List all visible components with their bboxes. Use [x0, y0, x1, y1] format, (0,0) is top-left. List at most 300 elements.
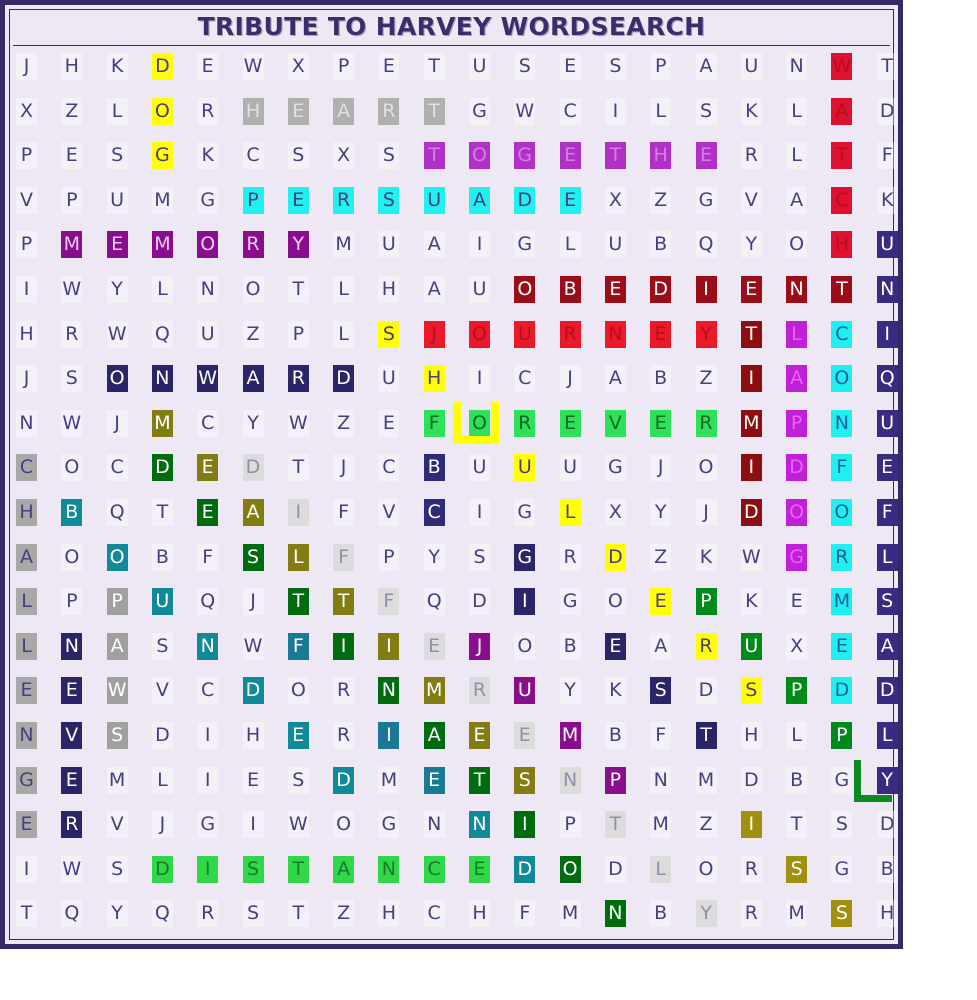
grid-cell-r0-c10[interactable]: U — [469, 53, 490, 80]
grid-cell-r1-c14[interactable]: L — [650, 98, 671, 125]
grid-cell-r3-c18[interactable]: C — [831, 187, 852, 214]
grid-cell-r19-c11[interactable]: F — [514, 900, 535, 927]
grid-cell-r14-c18[interactable]: D — [831, 677, 852, 704]
grid-cell-r6-c10[interactable]: O — [469, 321, 490, 348]
grid-cell-r1-c17[interactable]: L — [786, 98, 807, 125]
grid-cell-r5-c1[interactable]: W — [61, 276, 82, 303]
grid-cell-r18-c11[interactable]: D — [514, 856, 535, 883]
grid-cell-r12-c15[interactable]: P — [696, 588, 717, 615]
grid-cell-r13-c3[interactable]: S — [152, 633, 173, 660]
grid-cell-r19-c5[interactable]: S — [243, 900, 264, 927]
grid-cell-r7-c5[interactable]: A — [243, 365, 264, 392]
grid-cell-r8-c11[interactable]: R — [514, 410, 535, 437]
grid-cell-r10-c18[interactable]: O — [831, 499, 852, 526]
grid-cell-r10-c19[interactable]: F — [877, 499, 898, 526]
grid-cell-r5-c15[interactable]: I — [696, 276, 717, 303]
grid-cell-r2-c12[interactable]: E — [560, 142, 581, 169]
grid-cell-r0-c7[interactable]: P — [333, 53, 354, 80]
grid-cell-r16-c1[interactable]: E — [61, 767, 82, 794]
grid-cell-r9-c13[interactable]: G — [605, 454, 626, 481]
grid-cell-r16-c16[interactable]: D — [741, 767, 762, 794]
grid-cell-r19-c14[interactable]: B — [650, 900, 671, 927]
grid-cell-r6-c1[interactable]: R — [61, 321, 82, 348]
grid-cell-r6-c12[interactable]: R — [560, 321, 581, 348]
grid-cell-r9-c9[interactable]: B — [424, 454, 445, 481]
grid-cell-r18-c18[interactable]: G — [831, 856, 852, 883]
grid-cell-r4-c13[interactable]: U — [605, 231, 626, 258]
grid-cell-r14-c19[interactable]: D — [877, 677, 898, 704]
grid-cell-r1-c12[interactable]: C — [560, 98, 581, 125]
grid-cell-r10-c9[interactable]: C — [424, 499, 445, 526]
grid-cell-r6-c8[interactable]: S — [378, 321, 399, 348]
grid-cell-r7-c12[interactable]: J — [560, 365, 581, 392]
grid-cell-r3-c5[interactable]: P — [243, 187, 264, 214]
grid-cell-r8-c7[interactable]: Z — [333, 410, 354, 437]
grid-cell-r18-c6[interactable]: T — [288, 856, 309, 883]
grid-cell-r7-c2[interactable]: O — [107, 365, 128, 392]
grid-cell-r6-c9[interactable]: J — [424, 321, 445, 348]
grid-cell-r17-c7[interactable]: O — [333, 811, 354, 838]
grid-cell-r1-c9[interactable]: T — [424, 98, 445, 125]
grid-cell-r17-c13[interactable]: T — [605, 811, 626, 838]
grid-cell-r8-c16[interactable]: M — [741, 410, 762, 437]
grid-cell-r4-c14[interactable]: B — [650, 231, 671, 258]
grid-cell-r9-c10[interactable]: U — [469, 454, 490, 481]
grid-cell-r16-c17[interactable]: B — [786, 767, 807, 794]
grid-cell-r7-c0[interactable]: J — [16, 365, 37, 392]
grid-cell-r18-c19[interactable]: B — [877, 856, 898, 883]
grid-cell-r1-c2[interactable]: L — [107, 98, 128, 125]
grid-cell-r18-c4[interactable]: I — [197, 856, 218, 883]
grid-cell-r11-c19[interactable]: L — [877, 544, 898, 571]
grid-cell-r18-c14[interactable]: L — [650, 856, 671, 883]
grid-cell-r7-c15[interactable]: Z — [696, 365, 717, 392]
grid-cell-r14-c17[interactable]: P — [786, 677, 807, 704]
grid-cell-r16-c9[interactable]: E — [424, 767, 445, 794]
grid-cell-r15-c17[interactable]: L — [786, 722, 807, 749]
grid-cell-r4-c11[interactable]: G — [514, 231, 535, 258]
grid-cell-r12-c13[interactable]: O — [605, 588, 626, 615]
grid-cell-r1-c4[interactable]: R — [197, 98, 218, 125]
grid-cell-r11-c2[interactable]: O — [107, 544, 128, 571]
grid-cell-r16-c15[interactable]: M — [696, 767, 717, 794]
grid-cell-r10-c1[interactable]: B — [61, 499, 82, 526]
grid-cell-r16-c4[interactable]: I — [197, 767, 218, 794]
grid-cell-r2-c2[interactable]: S — [107, 142, 128, 169]
grid-cell-r10-c11[interactable]: G — [514, 499, 535, 526]
grid-cell-r12-c19[interactable]: S — [877, 588, 898, 615]
grid-cell-r19-c10[interactable]: H — [469, 900, 490, 927]
grid-cell-r13-c19[interactable]: A — [877, 633, 898, 660]
grid-cell-r12-c1[interactable]: P — [61, 588, 82, 615]
grid-cell-r11-c12[interactable]: R — [560, 544, 581, 571]
grid-cell-r5-c12[interactable]: B — [560, 276, 581, 303]
grid-cell-r9-c6[interactable]: T — [288, 454, 309, 481]
grid-cell-r5-c11[interactable]: O — [514, 276, 535, 303]
grid-cell-r18-c13[interactable]: D — [605, 856, 626, 883]
grid-cell-r11-c14[interactable]: Z — [650, 544, 671, 571]
grid-cell-r2-c9[interactable]: T — [424, 142, 445, 169]
grid-cell-r14-c8[interactable]: N — [378, 677, 399, 704]
grid-cell-r7-c3[interactable]: N — [152, 365, 173, 392]
grid-cell-r14-c15[interactable]: D — [696, 677, 717, 704]
grid-cell-r11-c3[interactable]: B — [152, 544, 173, 571]
grid-cell-r14-c7[interactable]: R — [333, 677, 354, 704]
grid-cell-r3-c7[interactable]: R — [333, 187, 354, 214]
grid-cell-r5-c17[interactable]: N — [786, 276, 807, 303]
grid-cell-r15-c0[interactable]: N — [16, 722, 37, 749]
grid-cell-r10-c16[interactable]: D — [741, 499, 762, 526]
grid-cell-r6-c13[interactable]: N — [605, 321, 626, 348]
grid-cell-r15-c7[interactable]: R — [333, 722, 354, 749]
grid-cell-r16-c19[interactable]: Y — [877, 767, 898, 794]
grid-cell-r4-c15[interactable]: Q — [696, 231, 717, 258]
grid-cell-r6-c5[interactable]: Z — [243, 321, 264, 348]
grid-cell-r2-c11[interactable]: G — [514, 142, 535, 169]
grid-cell-r11-c0[interactable]: A — [16, 544, 37, 571]
grid-cell-r10-c6[interactable]: I — [288, 499, 309, 526]
grid-cell-r9-c2[interactable]: C — [107, 454, 128, 481]
grid-cell-r2-c15[interactable]: E — [696, 142, 717, 169]
grid-cell-r9-c17[interactable]: D — [786, 454, 807, 481]
grid-cell-r18-c8[interactable]: N — [378, 856, 399, 883]
grid-cell-r5-c6[interactable]: T — [288, 276, 309, 303]
grid-cell-r7-c14[interactable]: B — [650, 365, 671, 392]
grid-cell-r13-c11[interactable]: O — [514, 633, 535, 660]
grid-cell-r6-c16[interactable]: T — [741, 321, 762, 348]
grid-cell-r11-c10[interactable]: S — [469, 544, 490, 571]
grid-cell-r0-c18[interactable]: W — [831, 53, 852, 80]
grid-cell-r16-c10[interactable]: T — [469, 767, 490, 794]
grid-cell-r0-c4[interactable]: E — [197, 53, 218, 80]
grid-cell-r17-c16[interactable]: I — [741, 811, 762, 838]
grid-cell-r13-c10[interactable]: J — [469, 633, 490, 660]
grid-cell-r7-c6[interactable]: R — [288, 365, 309, 392]
grid-cell-r8-c14[interactable]: E — [650, 410, 671, 437]
grid-cell-r13-c6[interactable]: F — [288, 633, 309, 660]
grid-cell-r14-c13[interactable]: K — [605, 677, 626, 704]
grid-cell-r3-c10[interactable]: A — [469, 187, 490, 214]
grid-cell-r10-c0[interactable]: H — [16, 499, 37, 526]
grid-cell-r9-c3[interactable]: D — [152, 454, 173, 481]
grid-cell-r14-c0[interactable]: E — [16, 677, 37, 704]
grid-cell-r6-c17[interactable]: L — [786, 321, 807, 348]
grid-cell-r19-c4[interactable]: R — [197, 900, 218, 927]
grid-cell-r17-c6[interactable]: W — [288, 811, 309, 838]
grid-cell-r9-c0[interactable]: C — [16, 454, 37, 481]
grid-cell-r1-c16[interactable]: K — [741, 98, 762, 125]
grid-cell-r19-c6[interactable]: T — [288, 900, 309, 927]
grid-cell-r13-c2[interactable]: A — [107, 633, 128, 660]
grid-cell-r8-c1[interactable]: W — [61, 410, 82, 437]
grid-cell-r18-c5[interactable]: S — [243, 856, 264, 883]
grid-cell-r14-c9[interactable]: M — [424, 677, 445, 704]
grid-cell-r0-c0[interactable]: J — [16, 53, 37, 80]
grid-cell-r12-c16[interactable]: K — [741, 588, 762, 615]
grid-cell-r8-c15[interactable]: R — [696, 410, 717, 437]
grid-cell-r14-c11[interactable]: U — [514, 677, 535, 704]
grid-cell-r14-c4[interactable]: C — [197, 677, 218, 704]
grid-cell-r3-c13[interactable]: X — [605, 187, 626, 214]
grid-cell-r18-c7[interactable]: A — [333, 856, 354, 883]
grid-cell-r15-c2[interactable]: S — [107, 722, 128, 749]
grid-cell-r18-c1[interactable]: W — [61, 856, 82, 883]
grid-cell-r13-c7[interactable]: I — [333, 633, 354, 660]
grid-cell-r12-c10[interactable]: D — [469, 588, 490, 615]
grid-cell-r9-c12[interactable]: U — [560, 454, 581, 481]
grid-cell-r12-c4[interactable]: Q — [197, 588, 218, 615]
grid-cell-r0-c19[interactable]: T — [877, 53, 898, 80]
grid-cell-r6-c2[interactable]: W — [107, 321, 128, 348]
grid-cell-r15-c19[interactable]: L — [877, 722, 898, 749]
grid-cell-r17-c15[interactable]: Z — [696, 811, 717, 838]
grid-cell-r4-c17[interactable]: O — [786, 231, 807, 258]
grid-cell-r15-c13[interactable]: B — [605, 722, 626, 749]
grid-cell-r0-c11[interactable]: S — [514, 53, 535, 80]
grid-cell-r18-c15[interactable]: O — [696, 856, 717, 883]
grid-cell-r17-c8[interactable]: G — [378, 811, 399, 838]
grid-cell-r12-c8[interactable]: F — [378, 588, 399, 615]
grid-cell-r15-c8[interactable]: I — [378, 722, 399, 749]
grid-cell-r12-c7[interactable]: T — [333, 588, 354, 615]
grid-cell-r19-c3[interactable]: Q — [152, 900, 173, 927]
grid-cell-r17-c17[interactable]: T — [786, 811, 807, 838]
grid-cell-r18-c16[interactable]: R — [741, 856, 762, 883]
grid-cell-r11-c11[interactable]: G — [514, 544, 535, 571]
grid-cell-r13-c1[interactable]: N — [61, 633, 82, 660]
grid-cell-r0-c1[interactable]: H — [61, 53, 82, 80]
grid-cell-r0-c8[interactable]: E — [378, 53, 399, 80]
grid-cell-r2-c0[interactable]: P — [16, 142, 37, 169]
grid-cell-r18-c17[interactable]: S — [786, 856, 807, 883]
grid-cell-r14-c14[interactable]: S — [650, 677, 671, 704]
grid-cell-r6-c0[interactable]: H — [16, 321, 37, 348]
grid-cell-r10-c15[interactable]: J — [696, 499, 717, 526]
grid-cell-r13-c9[interactable]: E — [424, 633, 445, 660]
grid-cell-r15-c15[interactable]: T — [696, 722, 717, 749]
grid-cell-r1-c5[interactable]: H — [243, 98, 264, 125]
grid-cell-r1-c19[interactable]: D — [877, 98, 898, 125]
grid-cell-r13-c12[interactable]: B — [560, 633, 581, 660]
grid-cell-r7-c9[interactable]: H — [424, 365, 445, 392]
grid-cell-r14-c12[interactable]: Y — [560, 677, 581, 704]
grid-cell-r15-c12[interactable]: M — [560, 722, 581, 749]
grid-cell-r15-c5[interactable]: H — [243, 722, 264, 749]
grid-cell-r9-c16[interactable]: I — [741, 454, 762, 481]
grid-cell-r7-c7[interactable]: D — [333, 365, 354, 392]
grid-cell-r11-c18[interactable]: R — [831, 544, 852, 571]
grid-cell-r0-c13[interactable]: S — [605, 53, 626, 80]
grid-cell-r19-c17[interactable]: M — [786, 900, 807, 927]
grid-cell-r9-c7[interactable]: J — [333, 454, 354, 481]
grid-cell-r16-c11[interactable]: S — [514, 767, 535, 794]
grid-cell-r17-c19[interactable]: D — [877, 811, 898, 838]
grid-cell-r4-c12[interactable]: L — [560, 231, 581, 258]
grid-cell-r10-c3[interactable]: T — [152, 499, 173, 526]
grid-cell-r4-c19[interactable]: U — [877, 231, 898, 258]
grid-cell-r16-c2[interactable]: M — [107, 767, 128, 794]
grid-cell-r10-c10[interactable]: I — [469, 499, 490, 526]
grid-cell-r7-c19[interactable]: Q — [877, 365, 898, 392]
grid-cell-r2-c17[interactable]: L — [786, 142, 807, 169]
grid-cell-r5-c14[interactable]: D — [650, 276, 671, 303]
grid-cell-r12-c12[interactable]: G — [560, 588, 581, 615]
grid-cell-r7-c16[interactable]: I — [741, 365, 762, 392]
grid-cell-r11-c17[interactable]: G — [786, 544, 807, 571]
grid-cell-r7-c18[interactable]: O — [831, 365, 852, 392]
grid-cell-r1-c11[interactable]: W — [514, 98, 535, 125]
grid-cell-r6-c6[interactable]: P — [288, 321, 309, 348]
grid-cell-r4-c4[interactable]: O — [197, 231, 218, 258]
grid-cell-r4-c16[interactable]: Y — [741, 231, 762, 258]
grid-cell-r4-c3[interactable]: M — [152, 231, 173, 258]
grid-cell-r2-c6[interactable]: S — [288, 142, 309, 169]
grid-cell-r19-c12[interactable]: M — [560, 900, 581, 927]
grid-cell-r16-c18[interactable]: G — [831, 767, 852, 794]
grid-cell-r19-c15[interactable]: Y — [696, 900, 717, 927]
grid-cell-r12-c18[interactable]: M — [831, 588, 852, 615]
grid-cell-r3-c17[interactable]: A — [786, 187, 807, 214]
grid-cell-r3-c8[interactable]: S — [378, 187, 399, 214]
grid-cell-r11-c13[interactable]: D — [605, 544, 626, 571]
grid-cell-r13-c5[interactable]: W — [243, 633, 264, 660]
grid-cell-r0-c5[interactable]: W — [243, 53, 264, 80]
grid-cell-r2-c18[interactable]: T — [831, 142, 852, 169]
grid-cell-r3-c6[interactable]: E — [288, 187, 309, 214]
grid-cell-r3-c4[interactable]: G — [197, 187, 218, 214]
grid-cell-r2-c14[interactable]: H — [650, 142, 671, 169]
grid-cell-r9-c8[interactable]: C — [378, 454, 399, 481]
grid-cell-r0-c16[interactable]: U — [741, 53, 762, 80]
grid-cell-r19-c7[interactable]: Z — [333, 900, 354, 927]
grid-cell-r9-c18[interactable]: F — [831, 454, 852, 481]
grid-cell-r12-c14[interactable]: E — [650, 588, 671, 615]
grid-cell-r6-c18[interactable]: C — [831, 321, 852, 348]
grid-cell-r6-c15[interactable]: Y — [696, 321, 717, 348]
grid-cell-r9-c15[interactable]: O — [696, 454, 717, 481]
grid-cell-r3-c0[interactable]: V — [16, 187, 37, 214]
grid-cell-r13-c4[interactable]: N — [197, 633, 218, 660]
grid-cell-r8-c0[interactable]: N — [16, 410, 37, 437]
grid-cell-r13-c15[interactable]: R — [696, 633, 717, 660]
grid-cell-r12-c0[interactable]: L — [16, 588, 37, 615]
grid-cell-r2-c19[interactable]: F — [877, 142, 898, 169]
grid-cell-r19-c16[interactable]: R — [741, 900, 762, 927]
grid-cell-r7-c11[interactable]: C — [514, 365, 535, 392]
grid-cell-r17-c5[interactable]: I — [243, 811, 264, 838]
grid-cell-r8-c3[interactable]: M — [152, 410, 173, 437]
grid-cell-r1-c0[interactable]: X — [16, 98, 37, 125]
grid-cell-r1-c10[interactable]: G — [469, 98, 490, 125]
grid-cell-r18-c9[interactable]: C — [424, 856, 445, 883]
grid-cell-r3-c11[interactable]: D — [514, 187, 535, 214]
grid-cell-r17-c2[interactable]: V — [107, 811, 128, 838]
grid-cell-r17-c3[interactable]: J — [152, 811, 173, 838]
grid-cell-r4-c0[interactable]: P — [16, 231, 37, 258]
grid-cell-r14-c2[interactable]: W — [107, 677, 128, 704]
grid-cell-r7-c13[interactable]: A — [605, 365, 626, 392]
grid-cell-r11-c8[interactable]: P — [378, 544, 399, 571]
grid-cell-r6-c14[interactable]: E — [650, 321, 671, 348]
grid-cell-r19-c13[interactable]: N — [605, 900, 626, 927]
grid-cell-r12-c6[interactable]: T — [288, 588, 309, 615]
grid-cell-r17-c14[interactable]: M — [650, 811, 671, 838]
grid-cell-r1-c3[interactable]: O — [152, 98, 173, 125]
grid-cell-r18-c2[interactable]: S — [107, 856, 128, 883]
grid-cell-r2-c3[interactable]: G — [152, 142, 173, 169]
grid-cell-r11-c1[interactable]: O — [61, 544, 82, 571]
grid-cell-r7-c8[interactable]: U — [378, 365, 399, 392]
grid-cell-r15-c1[interactable]: V — [61, 722, 82, 749]
grid-cell-r8-c8[interactable]: E — [378, 410, 399, 437]
grid-cell-r0-c3[interactable]: D — [152, 53, 173, 80]
grid-cell-r9-c4[interactable]: E — [197, 454, 218, 481]
grid-cell-r9-c14[interactable]: J — [650, 454, 671, 481]
grid-cell-r4-c18[interactable]: H — [831, 231, 852, 258]
grid-cell-r9-c5[interactable]: D — [243, 454, 264, 481]
grid-cell-r5-c19[interactable]: N — [877, 276, 898, 303]
grid-cell-r16-c5[interactable]: E — [243, 767, 264, 794]
grid-cell-r5-c13[interactable]: E — [605, 276, 626, 303]
grid-cell-r10-c2[interactable]: Q — [107, 499, 128, 526]
grid-cell-r0-c15[interactable]: A — [696, 53, 717, 80]
grid-cell-r14-c6[interactable]: O — [288, 677, 309, 704]
grid-cell-r6-c4[interactable]: U — [197, 321, 218, 348]
grid-cell-r17-c18[interactable]: S — [831, 811, 852, 838]
grid-cell-r1-c15[interactable]: S — [696, 98, 717, 125]
grid-cell-r5-c7[interactable]: L — [333, 276, 354, 303]
grid-cell-r10-c14[interactable]: Y — [650, 499, 671, 526]
grid-cell-r14-c10[interactable]: R — [469, 677, 490, 704]
grid-cell-r13-c13[interactable]: E — [605, 633, 626, 660]
grid-cell-r5-c10[interactable]: U — [469, 276, 490, 303]
grid-cell-r5-c2[interactable]: Y — [107, 276, 128, 303]
grid-cell-r2-c13[interactable]: T — [605, 142, 626, 169]
grid-cell-r2-c16[interactable]: R — [741, 142, 762, 169]
grid-cell-r11-c15[interactable]: K — [696, 544, 717, 571]
grid-cell-r3-c15[interactable]: G — [696, 187, 717, 214]
grid-cell-r18-c10[interactable]: E — [469, 856, 490, 883]
grid-cell-r15-c9[interactable]: A — [424, 722, 445, 749]
grid-cell-r1-c6[interactable]: E — [288, 98, 309, 125]
grid-cell-r5-c5[interactable]: O — [243, 276, 264, 303]
grid-cell-r2-c8[interactable]: S — [378, 142, 399, 169]
grid-cell-r9-c19[interactable]: E — [877, 454, 898, 481]
grid-cell-r12-c2[interactable]: P — [107, 588, 128, 615]
grid-cell-r2-c10[interactable]: O — [469, 142, 490, 169]
grid-cell-r15-c10[interactable]: E — [469, 722, 490, 749]
grid-cell-r8-c4[interactable]: C — [197, 410, 218, 437]
grid-cell-r8-c9[interactable]: F — [424, 410, 445, 437]
grid-cell-r3-c1[interactable]: P — [61, 187, 82, 214]
grid-cell-r13-c17[interactable]: X — [786, 633, 807, 660]
grid-cell-r10-c8[interactable]: V — [378, 499, 399, 526]
grid-cell-r3-c9[interactable]: U — [424, 187, 445, 214]
grid-cell-r11-c4[interactable]: F — [197, 544, 218, 571]
grid-cell-r19-c0[interactable]: T — [16, 900, 37, 927]
grid-cell-r16-c13[interactable]: P — [605, 767, 626, 794]
grid-cell-r16-c7[interactable]: D — [333, 767, 354, 794]
grid-cell-r18-c12[interactable]: O — [560, 856, 581, 883]
grid-cell-r0-c2[interactable]: K — [107, 53, 128, 80]
grid-cell-r0-c14[interactable]: P — [650, 53, 671, 80]
grid-cell-r16-c8[interactable]: M — [378, 767, 399, 794]
grid-cell-r3-c19[interactable]: K — [877, 187, 898, 214]
grid-cell-r8-c2[interactable]: J — [107, 410, 128, 437]
grid-cell-r8-c18[interactable]: N — [831, 410, 852, 437]
grid-cell-r1-c18[interactable]: A — [831, 98, 852, 125]
grid-cell-r11-c16[interactable]: W — [741, 544, 762, 571]
